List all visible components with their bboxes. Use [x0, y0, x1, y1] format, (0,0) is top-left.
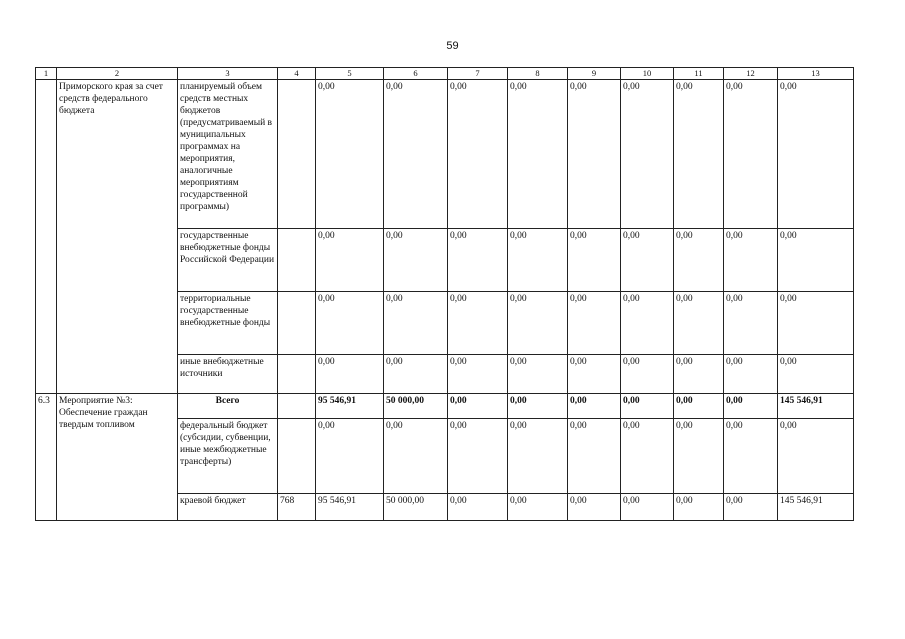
code-cell: [278, 229, 316, 292]
value-cell: 0,00: [508, 229, 568, 292]
value-cell: 0,00: [316, 80, 384, 229]
code-cell: [278, 80, 316, 229]
value-cell: 0,00: [621, 394, 674, 419]
value-cell: 0,00: [674, 494, 724, 521]
funding-source-cell: территориальные государственные внебюджетные фонды: [178, 292, 278, 355]
value-cell: 0,00: [724, 394, 778, 419]
budget-table: [35, 67, 854, 521]
value-cell: 0,00: [621, 80, 674, 229]
row-name-cell: Мероприятие №3: Обеспечение граждан твердым топливом: [57, 394, 178, 521]
value-cell: 0,00: [568, 355, 621, 394]
value-cell: 0,00: [674, 419, 724, 494]
value-cell: 0,00: [508, 494, 568, 521]
funding-source-cell: иные внебюджетные источники: [178, 355, 278, 394]
funding-source-cell: государственные внебюджетные фонды Российской Федерации: [178, 229, 278, 292]
header-cell: 12: [724, 68, 778, 80]
row-id-cell: 6.3: [36, 394, 57, 521]
value-cell: 0,00: [674, 80, 724, 229]
value-cell: 0,00: [778, 419, 854, 494]
value-cell: 0,00: [568, 292, 621, 355]
value-cell: 0,00: [724, 292, 778, 355]
value-cell: 0,00: [384, 355, 448, 394]
value-cell: 0,00: [508, 394, 568, 419]
value-cell: 0,00: [384, 229, 448, 292]
value-cell: 0,00: [674, 355, 724, 394]
value-cell: 0,00: [316, 292, 384, 355]
value-cell: 0,00: [568, 419, 621, 494]
code-cell: [278, 292, 316, 355]
header-cell: 13: [778, 68, 854, 80]
funding-source-cell: Всего: [178, 394, 278, 419]
value-cell: 0,00: [568, 394, 621, 419]
value-cell: 0,00: [724, 80, 778, 229]
value-cell: 0,00: [448, 419, 508, 494]
value-cell: 0,00: [621, 494, 674, 521]
header-cell: 6: [384, 68, 448, 80]
value-cell: 0,00: [621, 229, 674, 292]
value-cell: 145 546,91: [778, 494, 854, 521]
value-cell: 0,00: [448, 394, 508, 419]
header-cell: 5: [316, 68, 384, 80]
value-cell: 50 000,00: [384, 394, 448, 419]
header-cell: 3: [178, 68, 278, 80]
value-cell: 0,00: [568, 494, 621, 521]
row-name-cell: Приморского края за счет средств федерального бюджета: [57, 80, 178, 394]
value-cell: 0,00: [778, 292, 854, 355]
header-cell: 1: [36, 68, 57, 80]
value-cell: 0,00: [508, 419, 568, 494]
value-cell: 0,00: [724, 355, 778, 394]
value-cell: 0,00: [778, 80, 854, 229]
funding-source-cell: планируемый объем средств местных бюджетов (предусматриваемый в муниципальных программах на мероприятия, аналогичные мероприятиям государственной программы): [178, 80, 278, 229]
code-cell: [278, 419, 316, 494]
value-cell: 0,00: [508, 80, 568, 229]
table-header-row: [36, 68, 854, 80]
table-row: [36, 394, 854, 419]
value-cell: 0,00: [621, 292, 674, 355]
value-cell: 0,00: [316, 419, 384, 494]
funding-source-cell: федеральный бюджет (субсидии, субвенции, иные межбюджетные трансферты): [178, 419, 278, 494]
value-cell: 0,00: [724, 419, 778, 494]
value-cell: 0,00: [674, 292, 724, 355]
header-cell: 4: [278, 68, 316, 80]
value-cell: 0,00: [448, 494, 508, 521]
code-cell: [278, 355, 316, 394]
value-cell: 0,00: [384, 419, 448, 494]
value-cell: 0,00: [384, 80, 448, 229]
header-cell: 11: [674, 68, 724, 80]
value-cell: 0,00: [384, 292, 448, 355]
value-cell: 0,00: [508, 355, 568, 394]
value-cell: 0,00: [778, 229, 854, 292]
table-row: [36, 80, 854, 229]
value-cell: 0,00: [448, 355, 508, 394]
page-number: 59: [446, 40, 459, 52]
header-cell: 10: [621, 68, 674, 80]
value-cell: 0,00: [448, 80, 508, 229]
value-cell: 0,00: [674, 394, 724, 419]
value-cell: 0,00: [316, 229, 384, 292]
value-cell: 0,00: [568, 229, 621, 292]
value-cell: 0,00: [724, 229, 778, 292]
row-id-cell: [36, 80, 57, 394]
value-cell: 0,00: [674, 229, 724, 292]
header-cell: 9: [568, 68, 621, 80]
header-cell: 7: [448, 68, 508, 80]
value-cell: 95 546,91: [316, 394, 384, 419]
value-cell: 0,00: [448, 292, 508, 355]
value-cell: 0,00: [448, 229, 508, 292]
code-cell: 768: [278, 494, 316, 521]
funding-source-cell: краевой бюджет: [178, 494, 278, 521]
value-cell: 0,00: [621, 355, 674, 394]
code-cell: [278, 394, 316, 419]
value-cell: 0,00: [568, 80, 621, 229]
value-cell: 95 546,91: [316, 494, 384, 521]
value-cell: 0,00: [724, 494, 778, 521]
value-cell: 0,00: [316, 355, 384, 394]
value-cell: 0,00: [621, 419, 674, 494]
header-cell: 2: [57, 68, 178, 80]
value-cell: 50 000,00: [384, 494, 448, 521]
header-cell: 8: [508, 68, 568, 80]
value-cell: 0,00: [508, 292, 568, 355]
value-cell: 145 546,91: [778, 394, 854, 419]
value-cell: 0,00: [778, 355, 854, 394]
